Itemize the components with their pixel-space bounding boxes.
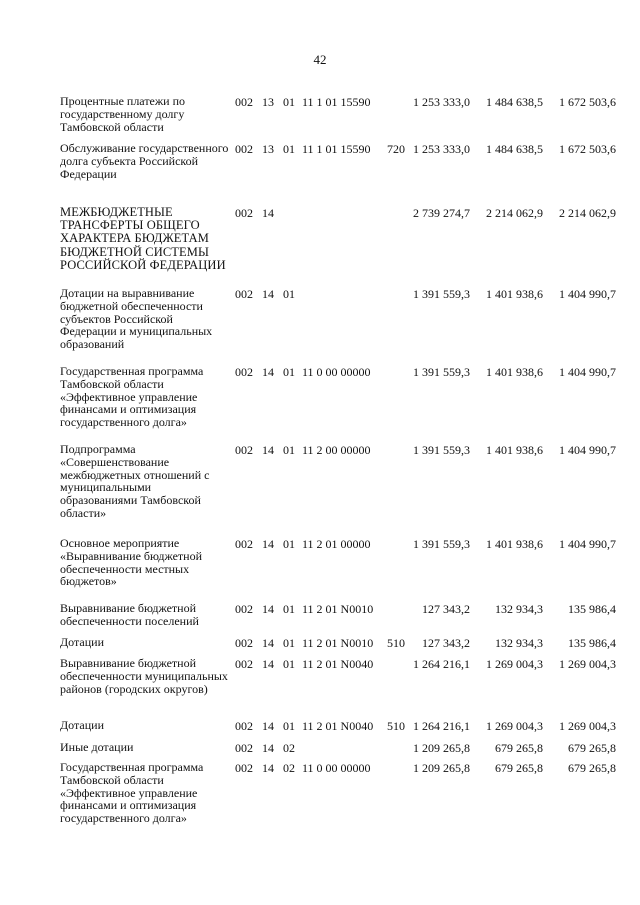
row-target-article: 11 2 01 00000 (302, 537, 371, 551)
row-amount-year-1: 1 253 333,0 (413, 142, 470, 156)
row-amount-year-3: 1 672 503,6 (559, 142, 616, 156)
row-name: Обслуживание государственного долга субъекта Российской Федерации (60, 141, 229, 181)
row-subsection-code: 01 (283, 636, 295, 650)
row-subsection-code: 02 (283, 741, 295, 755)
row-grbs-code: 002 (235, 206, 253, 220)
row-grbs-code: 002 (235, 287, 253, 301)
row-amount-year-1: 127 343,2 (422, 636, 470, 650)
row-name: Подпрограмма «Совершенствование межбюджетных отношений с муниципальными образованиями Тамбовской области» (60, 442, 210, 520)
row-target-article: 11 1 01 15590 (302, 95, 371, 109)
row-grbs-code: 002 (235, 95, 253, 109)
row-amount-year-1: 1 264 216,1 (413, 719, 470, 733)
row-expense-type: 510 (387, 636, 405, 650)
row-amount-year-3: 1 672 503,6 (559, 95, 616, 109)
row-section-code: 13 (262, 95, 274, 109)
row-grbs-code: 002 (235, 365, 253, 379)
row-amount-year-3: 679 265,8 (568, 741, 616, 755)
row-amount-year-2: 679 265,8 (495, 761, 543, 775)
row-target-article: 11 2 01 N0040 (302, 657, 374, 671)
row-amount-year-2: 679 265,8 (495, 741, 543, 755)
row-subsection-code: 01 (283, 142, 295, 156)
row-target-article: 11 2 01 N0040 (302, 719, 374, 733)
row-amount-year-3: 1 404 990,7 (559, 365, 616, 379)
row-grbs-code: 002 (235, 761, 253, 775)
row-grbs-code: 002 (235, 636, 253, 650)
row-subsection-code: 01 (283, 537, 295, 551)
row-target-article: 11 0 00 00000 (302, 365, 371, 379)
row-amount-year-2: 132 934,3 (495, 636, 543, 650)
row-amount-year-2: 132 934,3 (495, 602, 543, 616)
row-amount-year-1: 1 253 333,0 (413, 95, 470, 109)
row-name: Дотации (60, 635, 105, 649)
row-expense-type: 720 (387, 142, 405, 156)
row-subsection-code: 01 (283, 602, 295, 616)
row-name: МЕЖБЮДЖЕТНЫЕ ТРАНСФЕРТЫ ОБЩЕГО ХАРАКТЕРА БЮДЖЕТАМ БЮДЖЕТНОЙ СИСТЕМЫ РОССИЙСКОЙ ФЕДЕРАЦИИ (60, 205, 226, 272)
row-section-code: 14 (262, 657, 274, 671)
row-subsection-code: 01 (283, 365, 295, 379)
row-section-code: 14 (262, 636, 274, 650)
row-target-article: 11 0 00 00000 (302, 761, 371, 775)
row-amount-year-1: 1 391 559,3 (413, 537, 470, 551)
row-subsection-code: 01 (283, 719, 295, 733)
row-name: Процентные платежи по государственному долгу Тамбовской области (60, 94, 186, 134)
row-subsection-code: 01 (283, 443, 295, 457)
row-amount-year-2: 1 269 004,3 (486, 657, 543, 671)
row-subsection-code: 01 (283, 657, 295, 671)
row-name: Государственная программа Тамбовской области «Эффективное управление финансами и оптимизация государственного долга» (60, 364, 204, 430)
row-name: Государственная программа Тамбовской области «Эффективное управление финансами и оптимизация государственного долга» (60, 760, 204, 826)
row-amount-year-3: 2 214 062,9 (559, 206, 616, 220)
row-amount-year-2: 1 401 938,6 (486, 537, 543, 551)
row-expense-type: 510 (387, 719, 405, 733)
row-section-code: 14 (262, 443, 274, 457)
row-section-code: 14 (262, 602, 274, 616)
row-grbs-code: 002 (235, 741, 253, 755)
row-subsection-code: 02 (283, 761, 295, 775)
row-amount-year-3: 1 404 990,7 (559, 537, 616, 551)
row-amount-year-2: 2 214 062,9 (486, 206, 543, 220)
page-number: 42 (313, 52, 327, 67)
row-grbs-code: 002 (235, 602, 253, 616)
row-grbs-code: 002 (235, 142, 253, 156)
row-section-code: 14 (262, 719, 274, 733)
row-subsection-code: 01 (283, 287, 295, 301)
row-amount-year-3: 135 986,4 (568, 602, 616, 616)
row-section-code: 14 (262, 537, 274, 551)
row-amount-year-3: 135 986,4 (568, 636, 616, 650)
row-section-code: 13 (262, 142, 274, 156)
row-amount-year-3: 1 269 004,3 (559, 657, 616, 671)
row-amount-year-3: 679 265,8 (568, 761, 616, 775)
row-amount-year-1: 2 739 274,7 (413, 206, 470, 220)
row-name: Основное мероприятие «Выравнивание бюджетной обеспеченности местных бюджетов» (60, 536, 203, 589)
row-amount-year-1: 1 209 265,8 (413, 761, 470, 775)
row-section-code: 14 (262, 206, 274, 220)
row-amount-year-1: 1 391 559,3 (413, 443, 470, 457)
row-amount-year-2: 1 484 638,5 (486, 142, 543, 156)
row-section-code: 14 (262, 761, 274, 775)
row-amount-year-2: 1 401 938,6 (486, 365, 543, 379)
row-target-article: 11 2 01 N0010 (302, 636, 374, 650)
row-amount-year-2: 1 401 938,6 (486, 443, 543, 457)
row-name: Выравнивание бюджетной обеспеченности поселений (60, 601, 199, 628)
row-name: Дотации на выравнивание бюджетной обеспеченности субъектов Российской Федерации и муниципальных образований (60, 286, 213, 352)
row-grbs-code: 002 (235, 719, 253, 733)
row-amount-year-2: 1 484 638,5 (486, 95, 543, 109)
row-amount-year-3: 1 404 990,7 (559, 443, 616, 457)
row-grbs-code: 002 (235, 657, 253, 671)
row-target-article: 11 2 01 N0010 (302, 602, 374, 616)
row-grbs-code: 002 (235, 443, 253, 457)
row-amount-year-1: 1 209 265,8 (413, 741, 470, 755)
row-target-article: 11 2 00 00000 (302, 443, 371, 457)
row-amount-year-2: 1 401 938,6 (486, 287, 543, 301)
row-amount-year-2: 1 269 004,3 (486, 719, 543, 733)
row-target-article: 11 1 01 15590 (302, 142, 371, 156)
row-amount-year-1: 127 343,2 (422, 602, 470, 616)
row-amount-year-1: 1 391 559,3 (413, 287, 470, 301)
row-name: Выравнивание бюджетной обеспеченности муниципальных районов (городских округов) (60, 656, 228, 696)
row-name: Иные дотации (60, 740, 134, 754)
row-amount-year-3: 1 404 990,7 (559, 287, 616, 301)
row-section-code: 14 (262, 741, 274, 755)
row-subsection-code: 01 (283, 95, 295, 109)
row-section-code: 14 (262, 365, 274, 379)
row-amount-year-1: 1 391 559,3 (413, 365, 470, 379)
row-amount-year-3: 1 269 004,3 (559, 719, 616, 733)
row-amount-year-1: 1 264 216,1 (413, 657, 470, 671)
row-name: Дотации (60, 718, 105, 732)
row-section-code: 14 (262, 287, 274, 301)
row-grbs-code: 002 (235, 537, 253, 551)
